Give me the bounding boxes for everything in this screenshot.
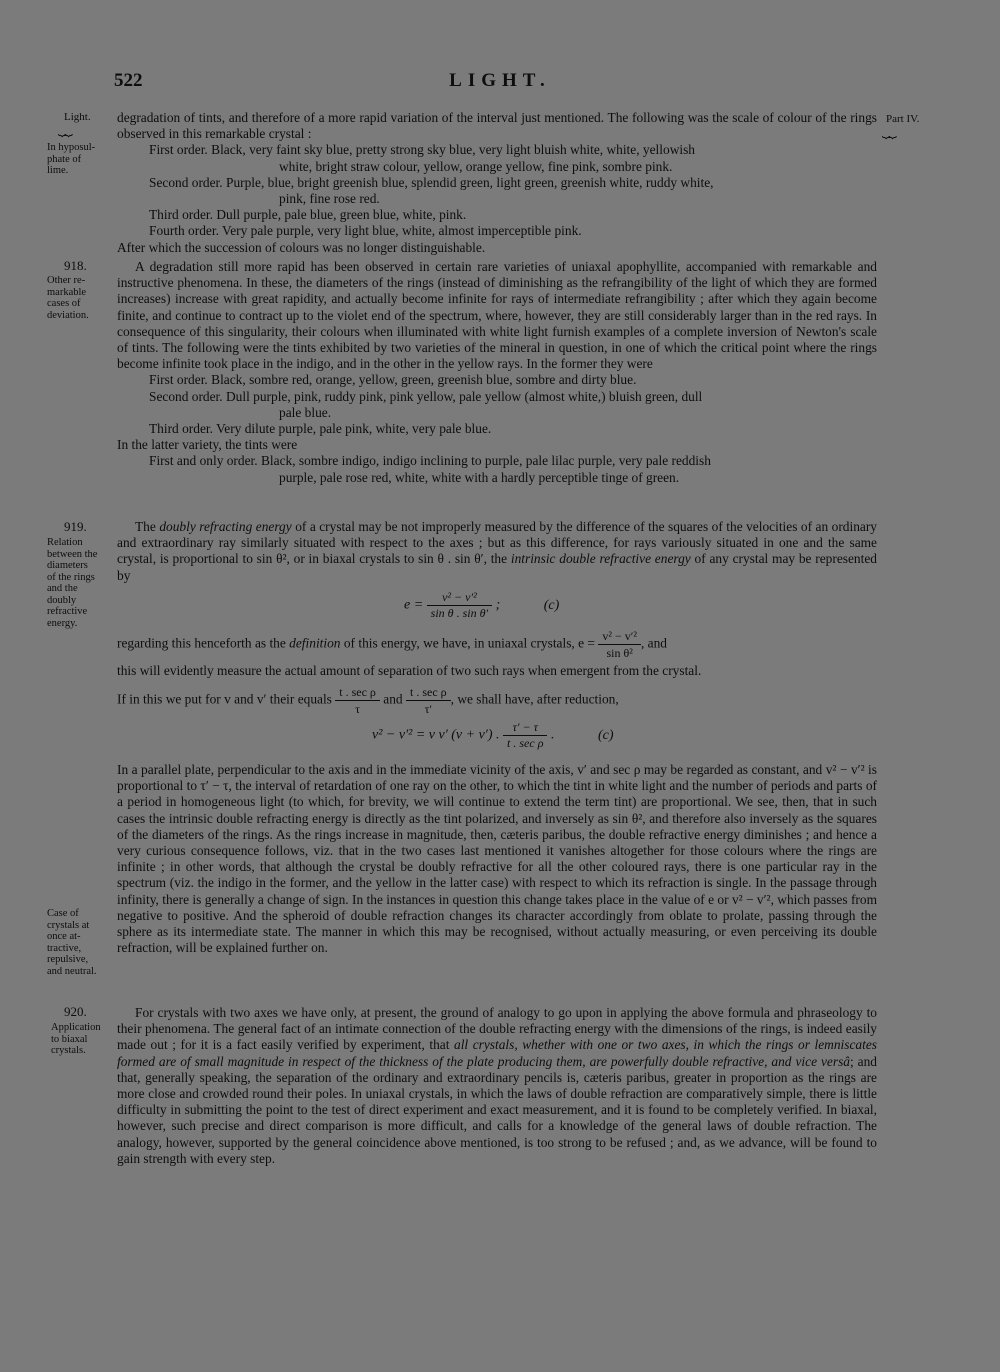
latter-line: In the latter variety, the tints were [117, 437, 298, 453]
order-entry: First and only order. Black, sombre indigo, indigo inclining to purple, pale lilac purple, very pale reddish purple, pale rose red, white, white with a hardly perceptible tinge of green. [149, 453, 711, 485]
sidenote-hyposulphate: In hyposul- phate of lime. [47, 142, 96, 176]
continuation-block [117, 110, 877, 256]
line-separation: this will evidently measure the actual amount of separation of two such rays when emergent from the crystal. [117, 663, 702, 678]
order-entry: Second order. Dull purple, pink, ruddy pink, pink yellow, pale yellow (almost white,) bluish green, dull pale blue. [149, 388, 703, 420]
line-substitution: If in this we put for v and v′ their equals $\frac{\text{t . sec ρ}}{\tau}$ and $\frac{\text{t . sec ρ}}{\tau'}$ , we shall have, after reduction, [117, 685, 619, 716]
intro-paragraph: degradation of tints, and therefore of a more rapid variation of the interval just mentioned. The following was the scale of colour of the rings observed in this remarkable crystal : [117, 110, 877, 142]
section-number-918: 918. [64, 258, 87, 273]
right-brace-ornament: ⏟⏟ [882, 124, 895, 139]
page-number: 522 [114, 70, 143, 91]
page-title: LIGHT. [449, 70, 551, 91]
sidenote-919: Relation between the diameters of the rings and the doubly refractive energy. [47, 537, 98, 629]
sidenote-918: Other re- markable cases of deviation. [47, 275, 89, 321]
sidenote-case: Case of crystals at once at- tractive, repulsive, and neutral. [47, 908, 97, 977]
section-918 [117, 259, 877, 486]
section-919 [117, 519, 877, 584]
left-brace-ornament: ⏟⏟ [58, 122, 71, 137]
section-number-919: 919. [64, 519, 87, 534]
paragraph-918: A degradation still more rapid has been observed in certain rare varieties of uniaxal apophyllite, accompanied with remarkable and instructive phenomena. In these, the diameters of the rings (instead of diminishing as the refrangibility of the light of which they are formed increases) increase with great rapidity, and actually become infinite for rays of intermediate refrangibility ; after which they again become finite, and continue to contract up to the violet end of the spectrum, where, however, they are still considerably larger than in the red rays. In consequence of this singularity, their colours when illuminated with white light furnish examples of a complete inversion of Newton's scale of tints. The following were the tints exhibited by two varieties of the mineral in question, in one of which the critical point where the rings become infinite took place in the indigo, and in the other in the yellow rays. In the former they were [117, 259, 877, 372]
order-entry: Fourth order. Very pale purple, very light blue, white, almost imperceptible pink. [149, 223, 582, 239]
margin-subject-label: Light. [64, 111, 91, 123]
section-920 [117, 1005, 877, 1167]
order-entry: Third order. Dull purple, pale blue, green blue, white, pink. [149, 207, 467, 223]
after-line: After which the succession of colours was no longer distinguishable. [117, 239, 486, 255]
paragraph-919: The doubly refracting energy of a crystal may be not improperly measured by the difference of the squares of the velocities of an ordinary and extraordinary ray similarly situated with respect to the axes ; but as this difference, for rays variously situated in one and the same crystal, is proportional to sin θ², or in biaxal crystals to sin θ . sin θ′, the intrinsic double refractive energy of any crystal may be represented by [117, 519, 877, 583]
order-entry: First order. Black, very faint sky blue, pretty strong sky blue, very light bluish white, white, yellowish white, bright straw colour, yellow, orange yellow, fine pink, sombre pink. [149, 142, 695, 174]
order-entry: Third order. Very dilute purple, pale pink, white, very pale blue. [149, 421, 492, 437]
equation-2: v² − v′² = v v′ (v + v′) . $\frac{\tau' - \tau}{\text{t . sec ρ}}$ . (c) [372, 720, 614, 750]
section-919-continued [117, 762, 877, 956]
sidenote-920: Application to biaxal crystals. [51, 1022, 101, 1056]
order-entry: First order. Black, sombre red, orange, yellow, green, greenish blue, sombre and dirty blue. [149, 372, 637, 388]
equation-1: e = $\frac{\text{v² − v′²}}{\text{sin θ . sin θ′}}$ ; (c) [404, 590, 560, 620]
section-number-920: 920. [64, 1004, 87, 1019]
paragraph-920: For crystals with two axes we have only, at present, the ground of analogy to go upon in applying the above formula and phraseology to their phenomena. The general fact of an intimate connection of the double refracting energy with the dimensions of the rings, is indeed easily made out ; for it is a fact easily verified by experiment, that all crystals, whether with one or two axes, in which the rings or lemniscates formed are of small magnitude in respect of the thickness of the plate producing them, are powerfully double refractive, and vice versâ; and that, generally speaking, the separation of the ordinary and extraordinary pencils is, cæteris paribus, greater in proportion as the rings are more close and crowded round their poles. In uniaxal crystals, in which the laws of double refraction are comparatively simple, there is little difficulty in submitting the point to the test of direct experiment and exact measurement, and it is found to be completely verified. In biaxal, however, such precise and direct comparison is more difficult, and calls for a knowledge of the general laws of double refraction. The analogy, however, supported by the general coincidence above mentioned, is too strong to be refused ; and, as we advance, will be found to gain strength with every step. [117, 1005, 878, 1166]
order-entry: Second order. Purple, blue, bright greenish blue, splendid green, light green, greenish white, ruddy white, pink, fine rose red. [149, 174, 714, 207]
paragraph-919b: In a parallel plate, perpendicular to the axis and in the immediate vicinity of the axis, v′ and sec ρ may be regarded as constant, and v² − v′² is proportional to τ′ − τ, the interval of retardation of one ray on the other, to which the tint in white light and the number of periods and parts of a period in homogeneous light (to which, for brevity, we will continue to extend the term tint) are proportional. We see, then, that in such cases the intrinsic double refracting energy is directly as the tint polarized, and inversely as sin θ², and therefore also inversely as the squares of the diameters of the rings. As the rings increase in magnitude, then, cæteris paribus, the double refractive energy diminishes ; and hence a very curious consequence follows, viz. that in the two cases last mentioned it vanishes altogether for those colours where the rings are infinite ; in other words, that although the crystal be doubly refractive for all the other coloured rays, there is one particular ray in the spectrum (viz. the indigo in the former, and the yellow in the latter case) with respect to which its refraction is single. In the passage through infinity, there is generally a change of sign. In the instances in question this change takes place in the value of e or v² − v′², which passes from negative to positive. And the spheroid of double refraction changes its character accordingly from oblate to prolate, passing through the sphere as its intermediate state. The manner in which this may be recognised, without actually measuring, or even perceiving its double refraction, will be explained further on. [117, 762, 877, 956]
margin-part-label: Part IV. [886, 113, 920, 125]
line-definition: regarding this henceforth as the definition of this energy, we have, in uniaxal crystals, e = $\frac{\text{v² − v′²}}{\text{sin θ²}}$ , and [117, 629, 667, 660]
